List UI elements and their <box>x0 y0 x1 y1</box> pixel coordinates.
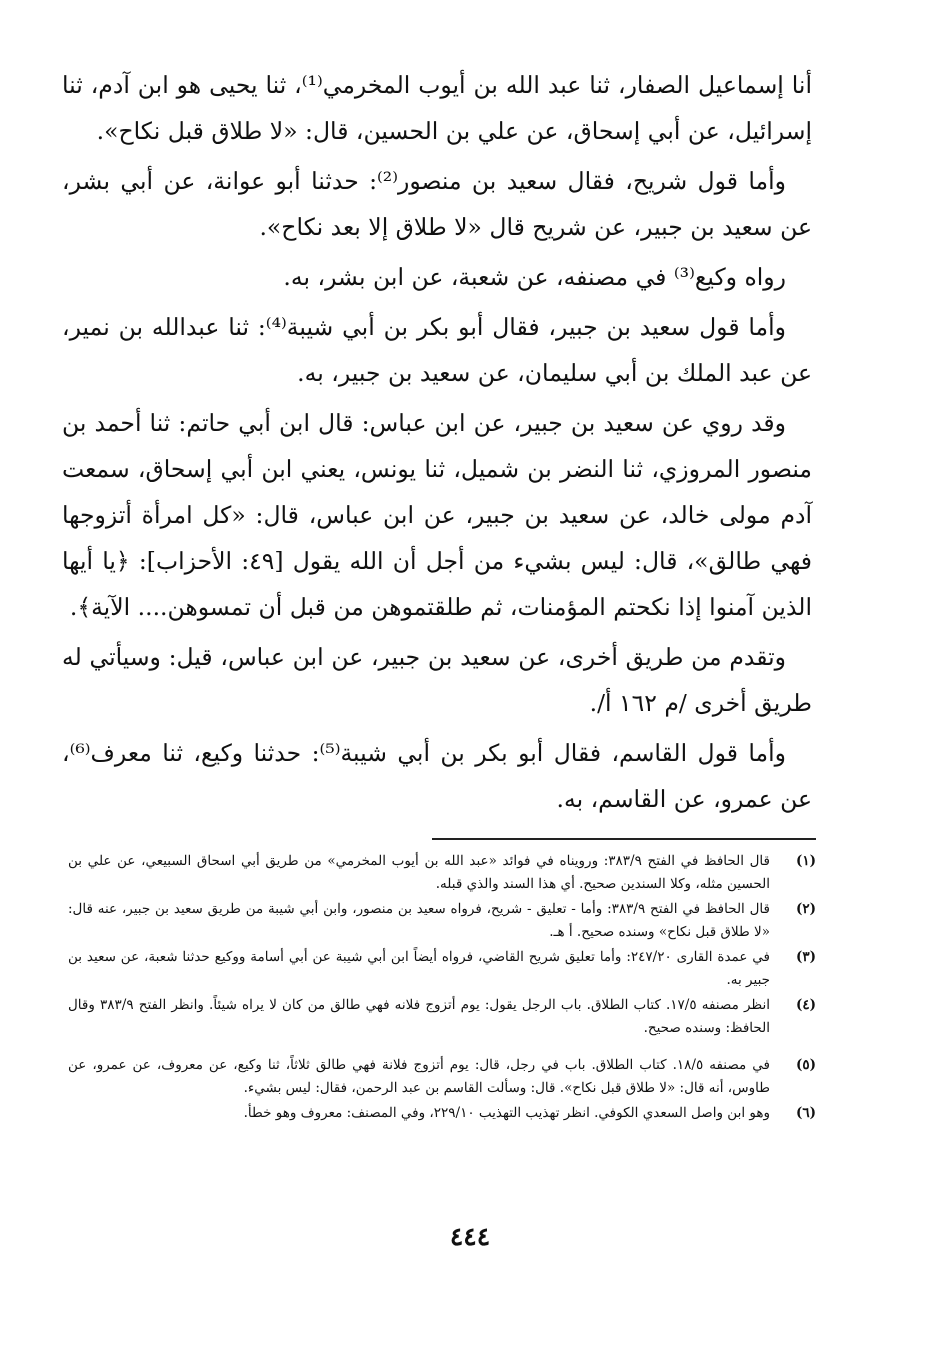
paragraph-1: أنا إسماعيل الصفار، ثنا عبد الله بن أيوب المخرمي⁽¹⁾، ثنا يحيى هو ابن آدم، ثنا إسرائيل، عن أبي إسحاق، عن علي بن الحسين، قال: «لا طلاق قبل نكاح». <box>62 71 812 145</box>
footnote-1 <box>68 850 816 896</box>
footnotes <box>68 850 816 1127</box>
footnote-6 <box>68 1102 816 1125</box>
footnote-number: (٤) <box>795 997 816 1013</box>
footnote-divider <box>432 838 816 840</box>
footnote-3 <box>68 946 816 992</box>
footnote-number: (٣) <box>795 949 816 965</box>
page-number: ٤٤٤ <box>449 1222 491 1251</box>
footnote-4 <box>68 994 816 1040</box>
footnote-number: (٦) <box>795 1105 816 1121</box>
footnote-5 <box>68 1054 816 1100</box>
footnote-text: قال الحافظ في الفتح ٣٨٣/٩: ورويناه في فوائد «عبد الله بن أيوب المخرمي» من طريق أبي اسحاق السبيعي، عن علي بن الحسين مثله، وكلا السندين صحيح. أي هذا السند والذي قبله. <box>68 853 770 892</box>
footnote-text: قال الحافظ في الفتح ٣٨٣/٩: وأما - تعليق - شريح، فرواه سعيد بن منصور، وابن أبي شيبة من طريق سعيد بن جبير، عنه قال: «لا طلاق قبل نكاح» وسنده صحيح. أ هـ. <box>68 901 771 940</box>
footnote-text: وهو ابن واصل السعدي الكوفي. انظر تهذيب التهذيب ٢٢٩/١٠، وفي المصنف: معروف وهو خطأ. <box>243 1105 770 1121</box>
main-text <box>62 62 812 826</box>
footnote-text: في عمدة القارى ٢٤٧/٢٠: وأما تعليق شريح القاضي، فرواه أيضاً ابن أبي شيبة عن أبي أسامة ووكيع حدثنا شعبة، عن سعيد بن جبير به. <box>68 949 770 988</box>
footnote-number: (١) <box>795 853 816 869</box>
footnote-number: (٥) <box>795 1057 816 1073</box>
footnote-2 <box>68 898 816 944</box>
footnote-text: انظر مصنفه ١٧/٥. كتاب الطلاق. باب الرجل يقول: يوم أتزوج فلانه فهي طالق من كان لا يراه شيئاً. وانظر الفتح ٣٨٣/٩ وقال الحافظ: وسنده صحيح. <box>68 997 770 1036</box>
footnote-text: في مصنفه ١٨/٥. كتاب الطلاق. باب في رجل، قال: يوم أتزوج فلانة فهي طالق ثلاثاً، ثنا وكيع، عن معروف، عن عمرو، عن طاوس، أنه قال: «لا طلاق قبل نكاح». قال: وسألت القاسم بن عبد الرحمن، فقال: ليس بشيء. <box>68 1057 771 1096</box>
paragraph-2: وأما قول شريح، فقال سعيد بن منصور⁽²⁾: حدثنا أبو عوانة، عن أبي بشر، عن سعيد بن جبير، عن شريح قال «لا طلاق إلا بعد نكاح». <box>62 167 812 241</box>
paragraph-7: وأما قول القاسم، فقال أبو بكر بن أبي شيبة⁽⁵⁾: حدثنا وكيع، ثنا معرف⁽⁶⁾، عن عمرو، عن القاسم، به. <box>62 739 812 813</box>
paragraph-4: وأما قول سعيد بن جبير، فقال أبو بكر بن أبي شيبة⁽⁴⁾: ثنا عبدالله بن نمير، عن عبد الملك بن أبي سليمان، عن سعيد بن جبير، به. <box>62 313 812 387</box>
footnote-number: (٢) <box>795 901 816 917</box>
paragraph-5: وقد روي عن سعيد بن جبير، عن ابن عباس: قال ابن أبي حاتم: ثنا أحمد بن منصور المروزي، ثنا النضر بن شميل، ثنا يونس، يعني ابن أبي إسحاق، سمعت آدم مولى خالد، عن سعيد بن جبير، عن ابن عباس، قال: «كل امرأة أتزوجها فهي طالق»، قال: ليس بشيء من أجل أن الله يقول [٤٩: الأحزاب]: ﴿يا أيها الذين آمنوا إذا نكحتم المؤمنات، ثم طلقتموهن من قبل أن تمسوهن.... الآية﴾. <box>62 409 813 621</box>
paragraph-3: رواه وكيع⁽³⁾ في مصنفه، عن شعبة، عن ابن بشر، به. <box>283 263 786 291</box>
paragraph-6: وتقدم من طريق أخرى، عن سعيد بن جبير، عن ابن عباس، قيل: وسيأتي له طريق أخرى /م ١٦٢ أ/. <box>62 643 812 717</box>
